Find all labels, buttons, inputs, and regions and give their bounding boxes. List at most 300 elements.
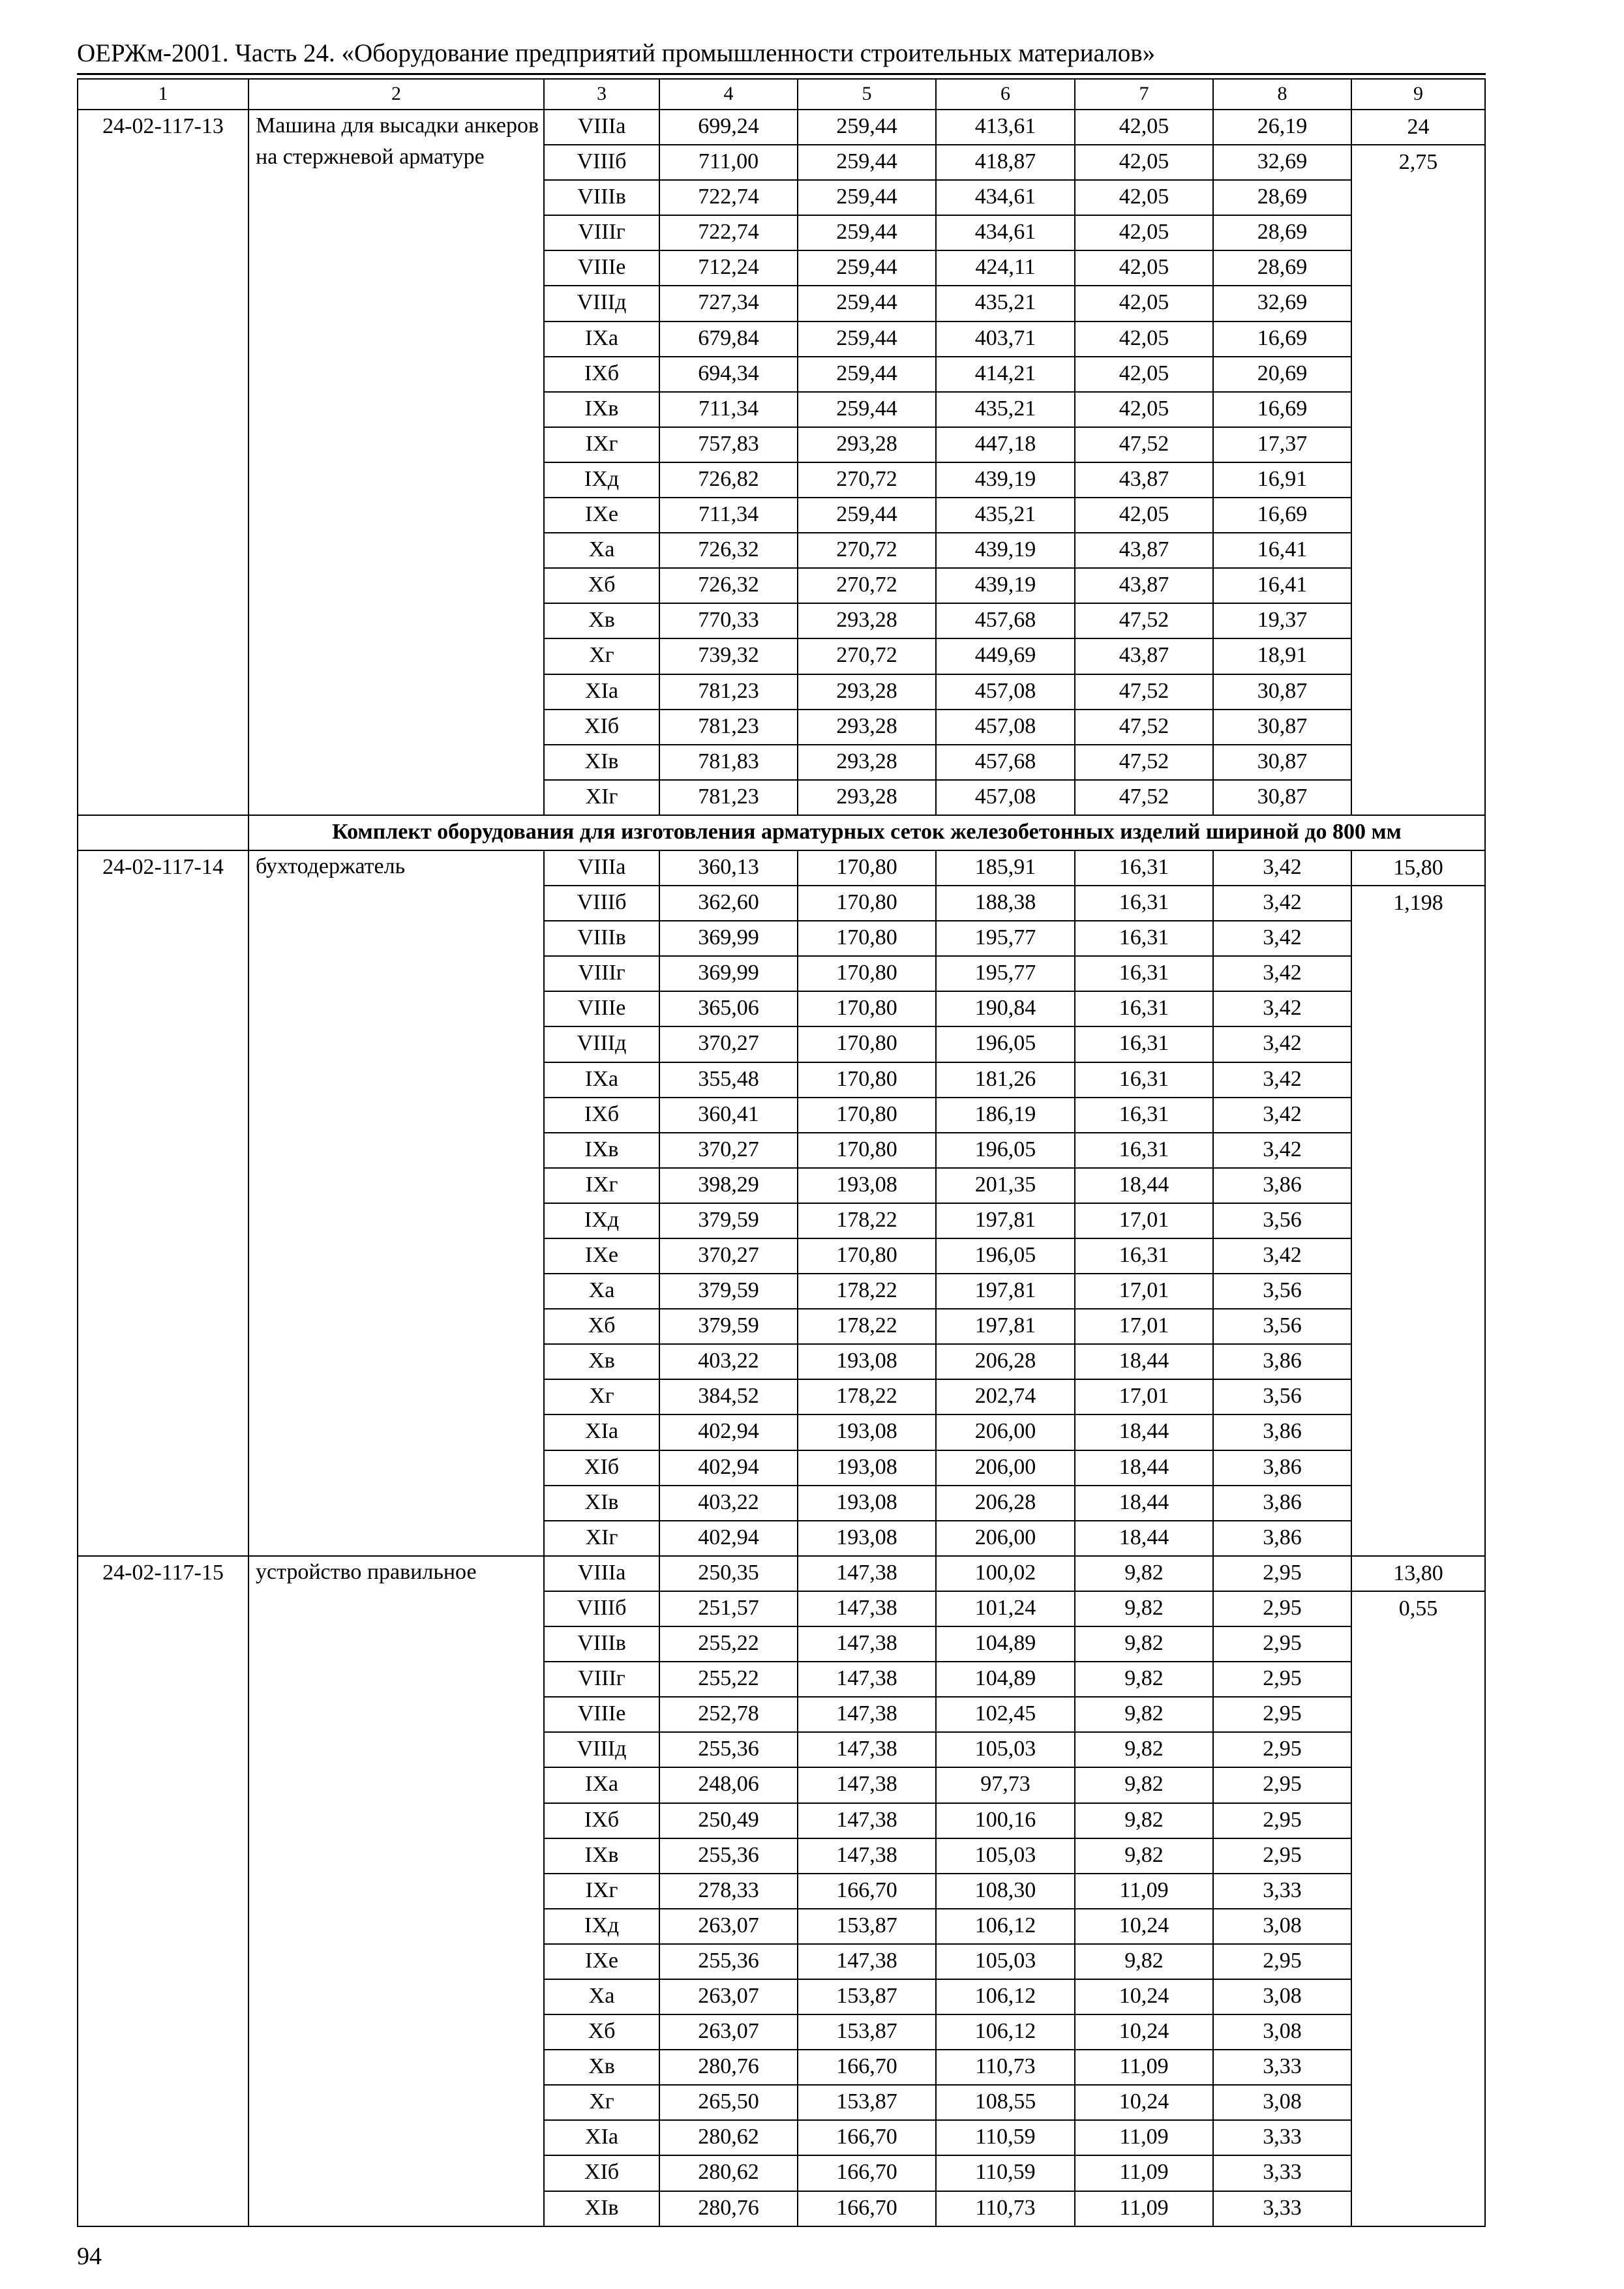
value-cell: 781,23 bbox=[659, 674, 798, 710]
value-cell: 170,80 bbox=[798, 886, 936, 921]
value-cell: 384,52 bbox=[659, 1379, 798, 1414]
value-cell: 195,77 bbox=[936, 921, 1075, 956]
value-cell: 147,38 bbox=[798, 1626, 936, 1662]
value-cell: 770,33 bbox=[659, 603, 798, 638]
value-cell: 722,74 bbox=[659, 180, 798, 215]
value-cell: 248,06 bbox=[659, 1767, 798, 1803]
value-cell: 100,16 bbox=[936, 1803, 1075, 1838]
value-cell: 110,59 bbox=[936, 2155, 1075, 2191]
value-cell: 193,08 bbox=[798, 1521, 936, 1556]
value-cell: 193,08 bbox=[798, 1486, 936, 1521]
price-zone-cell: IXе bbox=[544, 1944, 659, 1979]
price-zone-cell: IXв bbox=[544, 1838, 659, 1874]
value-cell: 11,09 bbox=[1075, 2191, 1213, 2226]
value-cell: 18,44 bbox=[1075, 1168, 1213, 1203]
value-cell: 104,89 bbox=[936, 1626, 1075, 1662]
value-cell: 43,87 bbox=[1075, 462, 1213, 498]
price-zone-cell: XIа bbox=[544, 1414, 659, 1450]
value-cell: 42,05 bbox=[1075, 145, 1213, 180]
value-cell: 47,52 bbox=[1075, 780, 1213, 815]
value-cell: 10,24 bbox=[1075, 2085, 1213, 2120]
value-cell: 424,11 bbox=[936, 250, 1075, 286]
price-zone-cell: VIIIв bbox=[544, 1626, 659, 1662]
value-cell: 42,05 bbox=[1075, 498, 1213, 533]
value-cell: 47,52 bbox=[1075, 674, 1213, 710]
value-cell: 17,37 bbox=[1213, 427, 1351, 462]
value-cell: 105,03 bbox=[936, 1838, 1075, 1874]
price-zone-cell: XIа bbox=[544, 2120, 659, 2155]
value-cell: 43,87 bbox=[1075, 533, 1213, 568]
header-rule bbox=[77, 73, 1486, 75]
value-cell: 100,02 bbox=[936, 1556, 1075, 1591]
price-zone-cell: Xг bbox=[544, 2085, 659, 2120]
value-cell: 379,59 bbox=[659, 1274, 798, 1309]
value-cell: 186,19 bbox=[936, 1098, 1075, 1133]
rate-code: 24-02-117-13 bbox=[78, 110, 248, 815]
value-cell: 193,08 bbox=[798, 1168, 936, 1203]
value-cell: 726,32 bbox=[659, 568, 798, 603]
value-cell: 170,80 bbox=[798, 1133, 936, 1168]
price-zone-cell: XIг bbox=[544, 1521, 659, 1556]
price-zone-cell: IXа bbox=[544, 1062, 659, 1098]
price-zone-cell: Xг bbox=[544, 1379, 659, 1414]
value-cell: 147,38 bbox=[798, 1556, 936, 1591]
value-cell: 370,27 bbox=[659, 1238, 798, 1274]
value-cell: 259,44 bbox=[798, 215, 936, 250]
value-cell: 3,08 bbox=[1213, 1909, 1351, 1944]
value-cell: 3,86 bbox=[1213, 1521, 1351, 1556]
value-cell: 259,44 bbox=[798, 250, 936, 286]
price-zone-cell: XIб bbox=[544, 1450, 659, 1486]
value-cell: 170,80 bbox=[798, 921, 936, 956]
price-zone-cell: IXг bbox=[544, 1874, 659, 1909]
value-cell: 32,69 bbox=[1213, 145, 1351, 180]
price-zone-cell: IXг bbox=[544, 427, 659, 462]
value-cell: 147,38 bbox=[798, 1767, 936, 1803]
value-cell: 259,44 bbox=[798, 322, 936, 357]
value-cell: 293,28 bbox=[798, 674, 936, 710]
price-zone-cell: VIIIг bbox=[544, 215, 659, 250]
value-cell: 16,41 bbox=[1213, 533, 1351, 568]
value-cell: 2,95 bbox=[1213, 1697, 1351, 1732]
value-cell: 10,24 bbox=[1075, 2014, 1213, 2050]
value-cell: 280,62 bbox=[659, 2155, 798, 2191]
price-zone-cell: VIIIг bbox=[544, 1662, 659, 1697]
column-number: 6 bbox=[936, 79, 1075, 110]
value-cell: 16,31 bbox=[1075, 921, 1213, 956]
value-cell: 97,73 bbox=[936, 1767, 1075, 1803]
price-zone-cell: Xб bbox=[544, 1309, 659, 1344]
value-cell: 47,52 bbox=[1075, 427, 1213, 462]
rates-table bbox=[77, 78, 1486, 2227]
value-cell: 694,34 bbox=[659, 357, 798, 392]
value-cell: 166,70 bbox=[798, 2155, 936, 2191]
value-cell: 263,07 bbox=[659, 2014, 798, 2050]
value-cell: 2,95 bbox=[1213, 1662, 1351, 1697]
value-cell: 265,50 bbox=[659, 2085, 798, 2120]
page-number: 94 bbox=[77, 2243, 102, 2270]
value-cell: 19,37 bbox=[1213, 603, 1351, 638]
value-cell: 402,94 bbox=[659, 1450, 798, 1486]
value-cell: 202,74 bbox=[936, 1379, 1075, 1414]
value-cell: 42,05 bbox=[1075, 322, 1213, 357]
value-cell: 3,33 bbox=[1213, 2050, 1351, 2085]
table-row bbox=[78, 1556, 1485, 1591]
price-zone-cell: VIIIв bbox=[544, 921, 659, 956]
price-zone-cell: Xа bbox=[544, 533, 659, 568]
value-cell: 196,05 bbox=[936, 1238, 1075, 1274]
equipment-name: бухтодержатель bbox=[248, 850, 544, 1556]
value-cell: 434,61 bbox=[936, 215, 1075, 250]
value-cell: 270,72 bbox=[798, 462, 936, 498]
value-cell: 3,42 bbox=[1213, 956, 1351, 991]
price-zone-cell: XIг bbox=[544, 780, 659, 815]
column-number: 4 bbox=[659, 79, 798, 110]
value-cell: 403,22 bbox=[659, 1344, 798, 1379]
value-cell: 263,07 bbox=[659, 1909, 798, 1944]
value-cell: 106,12 bbox=[936, 1979, 1075, 2014]
value-cell: 781,23 bbox=[659, 780, 798, 815]
value-cell: 170,80 bbox=[798, 1026, 936, 1062]
value-cell: 16,31 bbox=[1075, 850, 1213, 886]
value-cell: 166,70 bbox=[798, 1874, 936, 1909]
value-cell: 255,36 bbox=[659, 1944, 798, 1979]
price-zone-cell: XIб bbox=[544, 710, 659, 745]
value-cell: 435,21 bbox=[936, 392, 1075, 427]
value-cell: 699,24 bbox=[659, 110, 798, 145]
value-cell: 170,80 bbox=[798, 850, 936, 886]
value-cell: 206,00 bbox=[936, 1450, 1075, 1486]
value-cell: 3,42 bbox=[1213, 1238, 1351, 1274]
value-cell: 17,01 bbox=[1075, 1274, 1213, 1309]
value-cell: 3,86 bbox=[1213, 1168, 1351, 1203]
value-cell: 293,28 bbox=[798, 427, 936, 462]
price-zone-cell: IXб bbox=[544, 1803, 659, 1838]
value-cell: 42,05 bbox=[1075, 286, 1213, 321]
value-cell: 9,82 bbox=[1075, 1626, 1213, 1662]
value-cell: 18,44 bbox=[1075, 1486, 1213, 1521]
price-zone-cell: Xа bbox=[544, 1274, 659, 1309]
value-cell: 3,42 bbox=[1213, 850, 1351, 886]
value-cell: 403,71 bbox=[936, 322, 1075, 357]
value-cell: 28,69 bbox=[1213, 250, 1351, 286]
value-cell: 727,34 bbox=[659, 286, 798, 321]
value-cell: 293,28 bbox=[798, 603, 936, 638]
price-zone-cell: Xб bbox=[544, 568, 659, 603]
value-cell: 365,06 bbox=[659, 991, 798, 1026]
value-cell: 16,69 bbox=[1213, 392, 1351, 427]
value-cell: 270,72 bbox=[798, 568, 936, 603]
price-zone-cell: IXе bbox=[544, 1238, 659, 1274]
value-cell: 30,87 bbox=[1213, 745, 1351, 780]
value-cell: 110,73 bbox=[936, 2191, 1075, 2226]
value-cell: 153,87 bbox=[798, 2085, 936, 2120]
value-cell: 439,19 bbox=[936, 568, 1075, 603]
price-zone-cell: VIIIе bbox=[544, 991, 659, 1026]
value-cell: 711,34 bbox=[659, 498, 798, 533]
value-cell: 30,87 bbox=[1213, 674, 1351, 710]
value-cell: 196,05 bbox=[936, 1026, 1075, 1062]
value-cell: 259,44 bbox=[798, 392, 936, 427]
value-cell: 270,72 bbox=[798, 638, 936, 674]
value-cell: 3,86 bbox=[1213, 1486, 1351, 1521]
price-zone-cell: VIIIб bbox=[544, 145, 659, 180]
value-cell: 3,33 bbox=[1213, 2155, 1351, 2191]
value-cell: 360,41 bbox=[659, 1098, 798, 1133]
value-cell: 16,69 bbox=[1213, 498, 1351, 533]
value-cell: 435,21 bbox=[936, 286, 1075, 321]
value-cell: 153,87 bbox=[798, 1909, 936, 1944]
value-cell: 711,00 bbox=[659, 145, 798, 180]
value-cell: 206,28 bbox=[936, 1486, 1075, 1521]
value-cell: 108,30 bbox=[936, 1874, 1075, 1909]
price-zone-cell: XIв bbox=[544, 745, 659, 780]
value-cell: 2,95 bbox=[1213, 1803, 1351, 1838]
column-9-value: 24 bbox=[1351, 110, 1485, 145]
value-cell: 153,87 bbox=[798, 1979, 936, 2014]
price-zone-cell: Xб bbox=[544, 2014, 659, 2050]
value-cell: 42,05 bbox=[1075, 215, 1213, 250]
value-cell: 17,01 bbox=[1075, 1309, 1213, 1344]
value-cell: 3,86 bbox=[1213, 1344, 1351, 1379]
value-cell: 166,70 bbox=[798, 2120, 936, 2155]
price-zone-cell: VIIIа bbox=[544, 110, 659, 145]
value-cell: 104,89 bbox=[936, 1662, 1075, 1697]
price-zone-cell: VIIIг bbox=[544, 956, 659, 991]
value-cell: 206,28 bbox=[936, 1344, 1075, 1379]
value-cell: 170,80 bbox=[798, 1238, 936, 1274]
value-cell: 255,22 bbox=[659, 1662, 798, 1697]
value-cell: 369,99 bbox=[659, 956, 798, 991]
value-cell: 11,09 bbox=[1075, 1874, 1213, 1909]
price-zone-cell: IXа bbox=[544, 322, 659, 357]
price-zone-cell: VIIIд bbox=[544, 286, 659, 321]
value-cell: 197,81 bbox=[936, 1203, 1075, 1238]
value-cell: 280,76 bbox=[659, 2191, 798, 2226]
value-cell: 3,86 bbox=[1213, 1450, 1351, 1486]
value-cell: 28,69 bbox=[1213, 180, 1351, 215]
value-cell: 3,33 bbox=[1213, 2120, 1351, 2155]
value-cell: 11,09 bbox=[1075, 2155, 1213, 2191]
value-cell: 18,91 bbox=[1213, 638, 1351, 674]
price-zone-cell: VIIIд bbox=[544, 1026, 659, 1062]
price-zone-cell: VIIIа bbox=[544, 850, 659, 886]
value-cell: 30,87 bbox=[1213, 780, 1351, 815]
value-cell: 193,08 bbox=[798, 1414, 936, 1450]
value-cell: 108,55 bbox=[936, 2085, 1075, 2120]
value-cell: 147,38 bbox=[798, 1697, 936, 1732]
value-cell: 201,35 bbox=[936, 1168, 1075, 1203]
value-cell: 3,33 bbox=[1213, 2191, 1351, 2226]
page-header: ОЕРЖм-2001. Часть 24. «Оборудование предприятий промышленности строительных материалов» bbox=[77, 39, 1156, 67]
value-cell: 26,19 bbox=[1213, 110, 1351, 145]
value-cell: 147,38 bbox=[798, 1838, 936, 1874]
value-cell: 447,18 bbox=[936, 427, 1075, 462]
value-cell: 102,45 bbox=[936, 1697, 1075, 1732]
value-cell: 20,69 bbox=[1213, 357, 1351, 392]
value-cell: 402,94 bbox=[659, 1521, 798, 1556]
value-cell: 402,94 bbox=[659, 1414, 798, 1450]
value-cell: 3,56 bbox=[1213, 1379, 1351, 1414]
value-cell: 18,44 bbox=[1075, 1521, 1213, 1556]
value-cell: 403,22 bbox=[659, 1486, 798, 1521]
value-cell: 355,48 bbox=[659, 1062, 798, 1098]
value-cell: 42,05 bbox=[1075, 357, 1213, 392]
value-cell: 9,82 bbox=[1075, 1556, 1213, 1591]
value-cell: 105,03 bbox=[936, 1732, 1075, 1767]
column-9-value: 15,80 bbox=[1351, 850, 1485, 886]
value-cell: 16,31 bbox=[1075, 991, 1213, 1026]
value-cell: 110,59 bbox=[936, 2120, 1075, 2155]
price-zone-cell: Xв bbox=[544, 2050, 659, 2085]
price-zone-cell: Xа bbox=[544, 1979, 659, 2014]
value-cell: 757,83 bbox=[659, 427, 798, 462]
value-cell: 2,95 bbox=[1213, 1626, 1351, 1662]
column-number-row bbox=[78, 79, 1485, 110]
value-cell: 16,31 bbox=[1075, 1238, 1213, 1274]
value-cell: 170,80 bbox=[798, 1098, 936, 1133]
value-cell: 147,38 bbox=[798, 1803, 936, 1838]
value-cell: 259,44 bbox=[798, 110, 936, 145]
price-zone-cell: IXд bbox=[544, 1203, 659, 1238]
value-cell: 9,82 bbox=[1075, 1697, 1213, 1732]
value-cell: 379,59 bbox=[659, 1309, 798, 1344]
value-cell: 418,87 bbox=[936, 145, 1075, 180]
value-cell: 379,59 bbox=[659, 1203, 798, 1238]
value-cell: 166,70 bbox=[798, 2050, 936, 2085]
value-cell: 739,32 bbox=[659, 638, 798, 674]
price-zone-cell: IXд bbox=[544, 1909, 659, 1944]
price-zone-cell: VIIIв bbox=[544, 180, 659, 215]
value-cell: 178,22 bbox=[798, 1203, 936, 1238]
value-cell: 193,08 bbox=[798, 1344, 936, 1379]
value-cell: 2,95 bbox=[1213, 1732, 1351, 1767]
rate-code: 24-02-117-14 bbox=[78, 850, 248, 1556]
value-cell: 30,87 bbox=[1213, 710, 1351, 745]
price-zone-cell: XIв bbox=[544, 2191, 659, 2226]
value-cell: 255,36 bbox=[659, 1838, 798, 1874]
value-cell: 10,24 bbox=[1075, 1909, 1213, 1944]
value-cell: 197,81 bbox=[936, 1309, 1075, 1344]
value-cell: 43,87 bbox=[1075, 638, 1213, 674]
value-cell: 178,22 bbox=[798, 1274, 936, 1309]
value-cell: 206,00 bbox=[936, 1414, 1075, 1450]
value-cell: 147,38 bbox=[798, 1662, 936, 1697]
value-cell: 43,87 bbox=[1075, 568, 1213, 603]
value-cell: 196,05 bbox=[936, 1133, 1075, 1168]
value-cell: 3,86 bbox=[1213, 1414, 1351, 1450]
table-row bbox=[78, 850, 1485, 886]
value-cell: 370,27 bbox=[659, 1026, 798, 1062]
section-row bbox=[78, 815, 1485, 850]
value-cell: 42,05 bbox=[1075, 250, 1213, 286]
value-cell: 259,44 bbox=[798, 286, 936, 321]
value-cell: 47,52 bbox=[1075, 710, 1213, 745]
value-cell: 259,44 bbox=[798, 357, 936, 392]
column-number: 7 bbox=[1075, 79, 1213, 110]
value-cell: 3,42 bbox=[1213, 1062, 1351, 1098]
value-cell: 16,31 bbox=[1075, 1062, 1213, 1098]
section-title: Комплект оборудования для изготовления арматурных сеток железобетонных изделий шириной до 800 мм bbox=[248, 815, 1485, 850]
price-zone-cell: VIIIе bbox=[544, 1697, 659, 1732]
value-cell: 293,28 bbox=[798, 710, 936, 745]
price-zone-cell: IXб bbox=[544, 1098, 659, 1133]
value-cell: 457,08 bbox=[936, 780, 1075, 815]
value-cell: 3,42 bbox=[1213, 921, 1351, 956]
value-cell: 449,69 bbox=[936, 638, 1075, 674]
value-cell: 362,60 bbox=[659, 886, 798, 921]
value-cell: 18,44 bbox=[1075, 1414, 1213, 1450]
price-zone-cell: Xг bbox=[544, 638, 659, 674]
price-zone-cell: IXб bbox=[544, 357, 659, 392]
value-cell: 413,61 bbox=[936, 110, 1075, 145]
value-cell: 439,19 bbox=[936, 462, 1075, 498]
value-cell: 293,28 bbox=[798, 745, 936, 780]
value-cell: 726,32 bbox=[659, 533, 798, 568]
value-cell: 2,95 bbox=[1213, 1838, 1351, 1874]
value-cell: 711,34 bbox=[659, 392, 798, 427]
rate-code: 24-02-117-15 bbox=[78, 1556, 248, 2226]
value-cell: 47,52 bbox=[1075, 603, 1213, 638]
price-zone-cell: Xв bbox=[544, 603, 659, 638]
value-cell: 457,68 bbox=[936, 603, 1075, 638]
value-cell: 16,31 bbox=[1075, 1098, 1213, 1133]
column-9-value: 2,75 bbox=[1351, 145, 1485, 815]
value-cell: 398,29 bbox=[659, 1168, 798, 1203]
value-cell: 726,82 bbox=[659, 462, 798, 498]
value-cell: 3,42 bbox=[1213, 1026, 1351, 1062]
value-cell: 188,38 bbox=[936, 886, 1075, 921]
section-empty-cell bbox=[78, 815, 248, 850]
value-cell: 9,82 bbox=[1075, 1732, 1213, 1767]
price-zone-cell: VIIIе bbox=[544, 250, 659, 286]
value-cell: 195,77 bbox=[936, 956, 1075, 991]
value-cell: 712,24 bbox=[659, 250, 798, 286]
value-cell: 16,31 bbox=[1075, 1133, 1213, 1168]
value-cell: 206,00 bbox=[936, 1521, 1075, 1556]
value-cell: 42,05 bbox=[1075, 110, 1213, 145]
value-cell: 9,82 bbox=[1075, 1591, 1213, 1626]
value-cell: 185,91 bbox=[936, 850, 1075, 886]
value-cell: 178,22 bbox=[798, 1309, 936, 1344]
value-cell: 3,33 bbox=[1213, 1874, 1351, 1909]
value-cell: 9,82 bbox=[1075, 1803, 1213, 1838]
price-zone-cell: VIIIб bbox=[544, 886, 659, 921]
value-cell: 9,82 bbox=[1075, 1838, 1213, 1874]
value-cell: 28,69 bbox=[1213, 215, 1351, 250]
value-cell: 16,31 bbox=[1075, 1026, 1213, 1062]
column-number: 3 bbox=[544, 79, 659, 110]
value-cell: 3,42 bbox=[1213, 991, 1351, 1026]
value-cell: 147,38 bbox=[798, 1944, 936, 1979]
value-cell: 32,69 bbox=[1213, 286, 1351, 321]
value-cell: 16,31 bbox=[1075, 956, 1213, 991]
value-cell: 17,01 bbox=[1075, 1379, 1213, 1414]
column-number: 1 bbox=[78, 79, 248, 110]
value-cell: 369,99 bbox=[659, 921, 798, 956]
value-cell: 42,05 bbox=[1075, 180, 1213, 215]
value-cell: 3,42 bbox=[1213, 1133, 1351, 1168]
value-cell: 370,27 bbox=[659, 1133, 798, 1168]
value-cell: 11,09 bbox=[1075, 2050, 1213, 2085]
value-cell: 9,82 bbox=[1075, 1944, 1213, 1979]
equipment-name: Машина для высадки анкеров на стержневой арматуре bbox=[248, 110, 544, 815]
value-cell: 9,82 bbox=[1075, 1662, 1213, 1697]
value-cell: 250,35 bbox=[659, 1556, 798, 1591]
value-cell: 18,44 bbox=[1075, 1450, 1213, 1486]
value-cell: 2,95 bbox=[1213, 1944, 1351, 1979]
value-cell: 3,56 bbox=[1213, 1274, 1351, 1309]
